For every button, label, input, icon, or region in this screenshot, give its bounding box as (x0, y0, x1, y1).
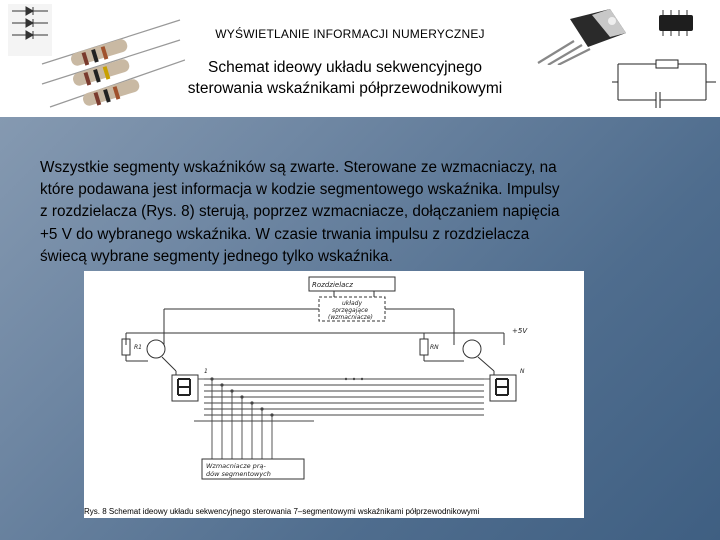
rc-circuit-image (612, 50, 716, 116)
label-segment-amp-1: Wzmacniacze prą- (206, 462, 266, 470)
transistor-1 (147, 340, 165, 358)
slide-title (140, 57, 550, 99)
label-r1: R1 (134, 344, 142, 351)
slide-title-line-2: sterowania wskaźnikami półprzewodnikowymi (187, 80, 503, 97)
label-distributor: Rozdzielacz (312, 281, 353, 289)
body-line-5: świecą wybrane segmenty jednego tylko wskaźnika. (40, 247, 393, 265)
label-rn: RN (430, 344, 439, 351)
label-coupling-1: układy (342, 300, 363, 307)
body-line-3: z rozdzielacza (Rys. 8) sterują, poprzez wzmacniacze, dołączaniem napięcia (40, 203, 560, 221)
schematic-diagram (84, 271, 584, 518)
section-title: WYŚWIETLANIE INFORMACJI NUMERYCZNEJ (215, 27, 485, 41)
label-coupling-3: (wzmacniacze) (328, 314, 373, 321)
transistor-n (463, 340, 481, 358)
body-line-4: +5 V do wybranego wskaźnika. W czasie trwania impulsu z rozdzielacza (40, 225, 530, 243)
body-paragraph (40, 157, 670, 268)
ic-chip-image (655, 8, 697, 38)
body-line-1: Wszystkie segmenty wskaźników są zwarte. Sterowane ze wzmacniaczy, na (40, 159, 557, 176)
slide-title-line-1: Schemat ideowy układu sekwencyjnego (208, 59, 482, 76)
figure-caption: Rys. 8 Schemat ideowy układu sekwencyjnego sterowania 7–segmentowymi wskaźnikami półprzewodnikowymi (84, 507, 480, 516)
schematic-figure (84, 271, 584, 518)
label-supply-voltage: +5V (512, 327, 528, 335)
header-banner (0, 0, 720, 117)
label-coupling-2: sprzęgające (332, 307, 369, 314)
label-display-n: N (520, 368, 525, 375)
body-line-2: które podawana jest informacja w kodzie segmentowego wskaźnika. Impulsy (40, 181, 560, 199)
resistor-rn (420, 339, 428, 355)
label-segment-amp-2: dów segmentowych (206, 470, 271, 478)
label-display-1: 1 (204, 368, 208, 375)
